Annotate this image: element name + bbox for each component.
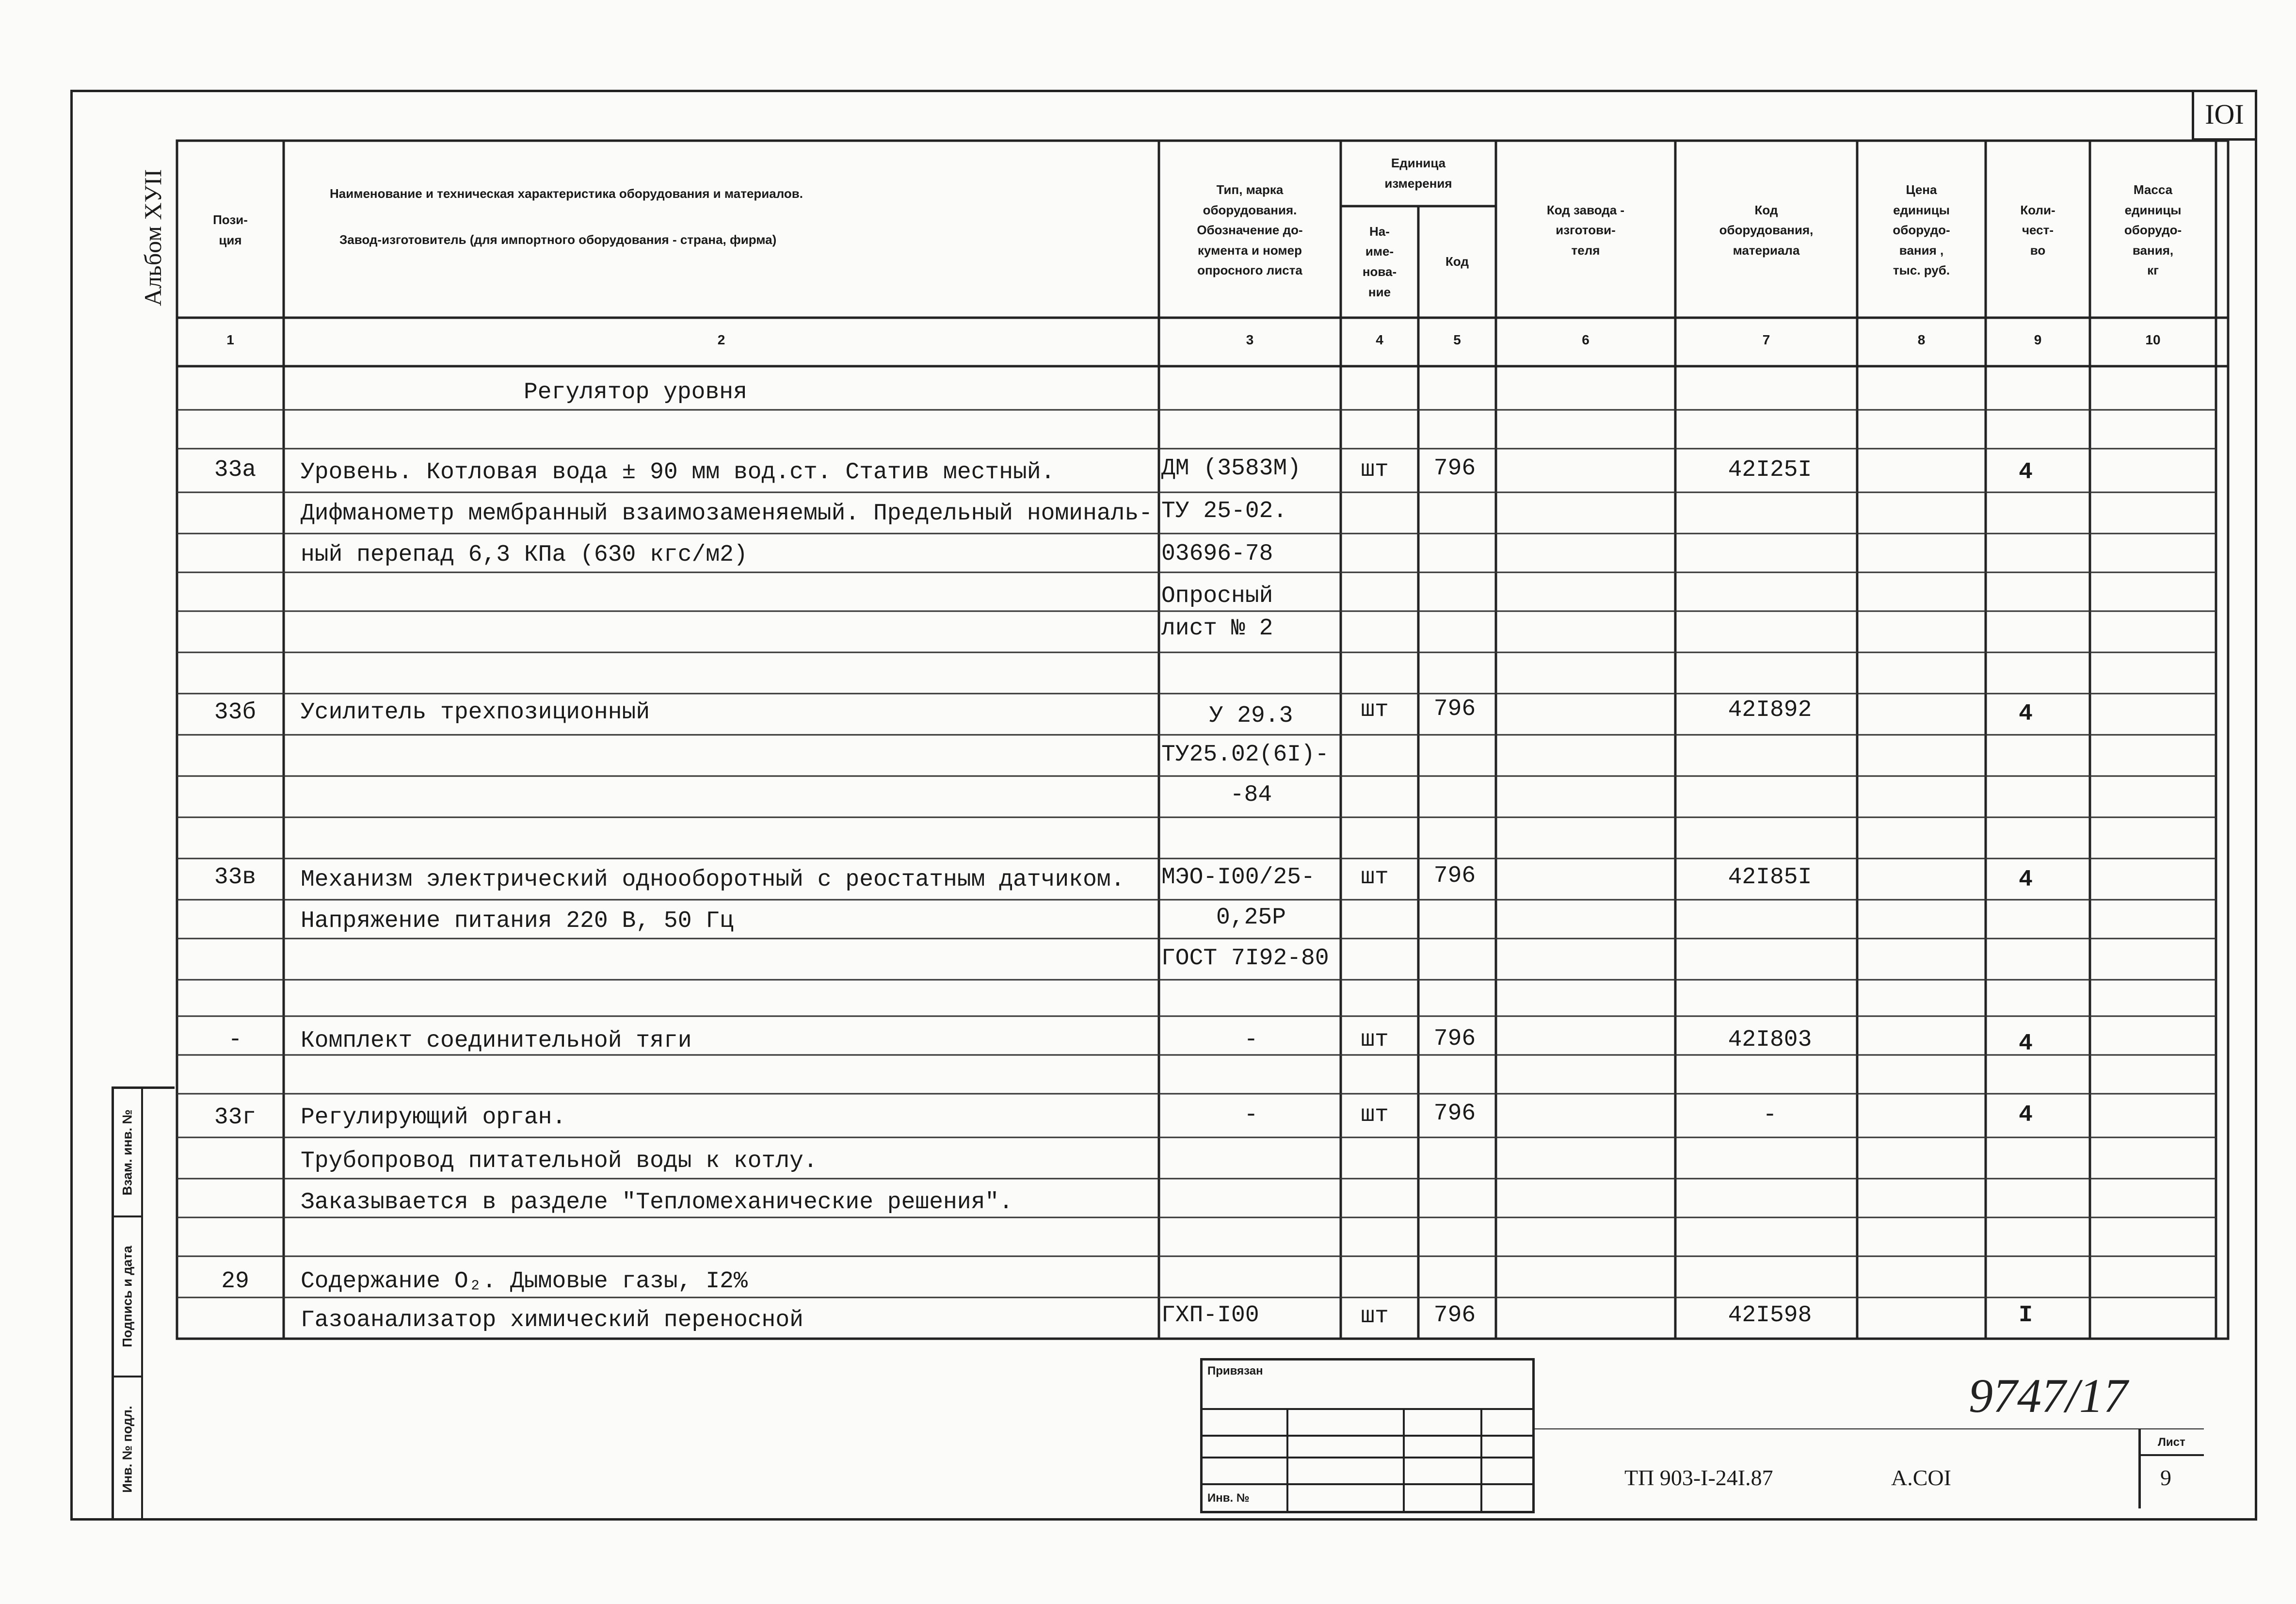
row-name: Механизм электрический однооборотный с реостатным датчиком. <box>301 867 1125 893</box>
row-equip-code: 42I598 <box>1728 1302 1812 1329</box>
col-num-10: 10 <box>2145 332 2161 347</box>
row-equip-code: 42I803 <box>1728 1027 1812 1053</box>
row-type: Опросный <box>1161 583 1273 609</box>
row-name: ный перепад 6,3 КПа (630 кгс/м2) <box>301 542 748 568</box>
row-type: МЭО-I00/25- <box>1161 864 1315 891</box>
row-unit-code: 796 <box>1433 696 1476 722</box>
album-text: Альбом XУII <box>139 169 166 307</box>
attached-label: Привязан <box>1207 1364 1263 1377</box>
sheet-value: 9 <box>2160 1465 2171 1490</box>
col-num-6: 6 <box>1582 332 1590 347</box>
header-name-line1: Наименование и техническая характеристика оборудования и материалов. <box>330 186 803 201</box>
row-name: Трубопровод питательной воды к котлу. <box>301 1148 818 1174</box>
row-pos: 33в <box>214 864 257 891</box>
header-equipment-code: Код оборудования, материала <box>1719 202 1814 258</box>
row-unit: шт <box>1361 864 1389 891</box>
header-quantity: Коли- чест- во <box>2020 202 2055 258</box>
header-unit-group: Единица измерения <box>1384 155 1452 191</box>
section-title: Регулятор уровня <box>524 379 747 405</box>
row-pos: 29 <box>221 1268 249 1295</box>
row-qty: 4 <box>2019 1031 2033 1057</box>
row-name: Заказывается в разделе "Тепломеханические решения". <box>301 1189 1013 1215</box>
row-name: Дифманометр мембранный взаимозаменяемый. Предельный номиналь- <box>301 501 1153 527</box>
row-equip-code: 42I25I <box>1728 457 1812 483</box>
row-unit-code: 796 <box>1433 863 1476 889</box>
col-num-5: 5 <box>1453 332 1461 347</box>
handwritten-number: 9747/17 <box>1969 1369 2128 1423</box>
header-position: Пози- ция <box>213 212 248 247</box>
col-num-9: 9 <box>2034 332 2042 347</box>
row-name: Уровень. Котловая вода ± 90 мм вод.ст. Статив местный. <box>301 459 1055 486</box>
col-num-2: 2 <box>717 332 725 347</box>
col-num-3: 3 <box>1246 332 1254 347</box>
header-manufacturer-code: Код завода - изготови- теля <box>1546 202 1625 258</box>
stamp-sign-date: Подпись и дата <box>114 1217 143 1377</box>
row-pos: 33г <box>214 1104 257 1131</box>
inv-no-label: Инв. № <box>1207 1491 1250 1505</box>
stamp-replaced-inv: Взам. инв. № <box>114 1089 143 1217</box>
row-unit: шт <box>1361 697 1389 723</box>
row-type: ТУ25.02(6I)- <box>1161 742 1329 768</box>
row-qty: 4 <box>2019 1102 2033 1128</box>
stamp-inv-original: Инв. № подл. <box>114 1377 143 1521</box>
document-suffix: А.СОI <box>1891 1465 1951 1490</box>
row-name: Усилитель трехпозиционный <box>301 699 650 726</box>
row-pos: - <box>228 1027 242 1053</box>
row-name: Напряжение питания 220 В, 50 Гц <box>301 908 734 934</box>
row-type: лист № 2 <box>1161 616 1273 642</box>
col-num-8: 8 <box>1917 332 1926 347</box>
row-qty: I <box>2019 1302 2033 1329</box>
row-unit-code: 796 <box>1433 1302 1476 1329</box>
row-unit-code: 796 <box>1433 1026 1476 1052</box>
col-num-7: 7 <box>1762 332 1770 347</box>
row-type: -84 <box>1230 782 1272 808</box>
header-name-line2: Завод-изготовитель (для импортного оборудования - страна, фирма) <box>339 232 777 247</box>
row-qty: 4 <box>2019 701 2033 727</box>
row-name: Регулирующий орган. <box>301 1104 566 1131</box>
row-type: ГХП-I00 <box>1161 1302 1259 1329</box>
title-block-lines <box>1200 1358 1535 1513</box>
header-price: Цена единицы оборудо- вания , тыс. руб. <box>1893 182 1950 278</box>
header-mass: Масса единицы оборудо- вания, кг <box>2124 182 2182 278</box>
row-type: ДМ (3583М) <box>1161 455 1301 482</box>
row-name: Комплект соединительной тяги <box>301 1028 692 1054</box>
row-unit: шт <box>1361 1102 1389 1128</box>
row-name: Газоанализатор химический переносной <box>301 1307 803 1333</box>
row-unit-code: 796 <box>1433 1101 1476 1127</box>
row-type: У 29.3 <box>1209 703 1293 729</box>
row-type: - <box>1244 1027 1258 1053</box>
row-equip-code: - <box>1763 1102 1777 1128</box>
row-unit: шт <box>1361 457 1389 483</box>
row-pos: 33б <box>214 699 257 726</box>
row-pos: 33а <box>214 457 257 483</box>
header-unit-name: На- име- нова- ние <box>1362 224 1397 299</box>
header-type: Тип, марка оборудования. Обозначение до- кумента и номер опросного листа <box>1197 182 1303 278</box>
title-block <box>1200 1358 1535 1513</box>
sheet-number: IOI <box>2192 90 2255 141</box>
row-unit: шт <box>1361 1027 1389 1053</box>
sheet-label: Лист <box>2158 1436 2185 1449</box>
header-unit-code: Код <box>1445 254 1469 269</box>
document-code: ТП 903-I-24I.87 <box>1624 1465 1773 1490</box>
row-qty: 4 <box>2019 459 2033 486</box>
row-type: ГОСТ 7I92-80 <box>1161 945 1329 972</box>
row-type: - <box>1244 1102 1258 1128</box>
col-num-4: 4 <box>1376 332 1383 347</box>
row-type: 0,25Р <box>1216 905 1286 931</box>
row-type: 03696-78 <box>1161 541 1273 567</box>
row-name: Содержание O₂. Дымовые газы, I2% <box>301 1268 748 1295</box>
col-num-1: 1 <box>226 332 234 347</box>
row-unit: шт <box>1361 1303 1389 1329</box>
row-qty: 4 <box>2019 867 2033 893</box>
row-unit-code: 796 <box>1433 455 1476 482</box>
row-equip-code: 42I892 <box>1728 697 1812 723</box>
row-type: ТУ 25-02. <box>1161 498 1287 524</box>
row-equip-code: 42I85I <box>1728 864 1812 891</box>
